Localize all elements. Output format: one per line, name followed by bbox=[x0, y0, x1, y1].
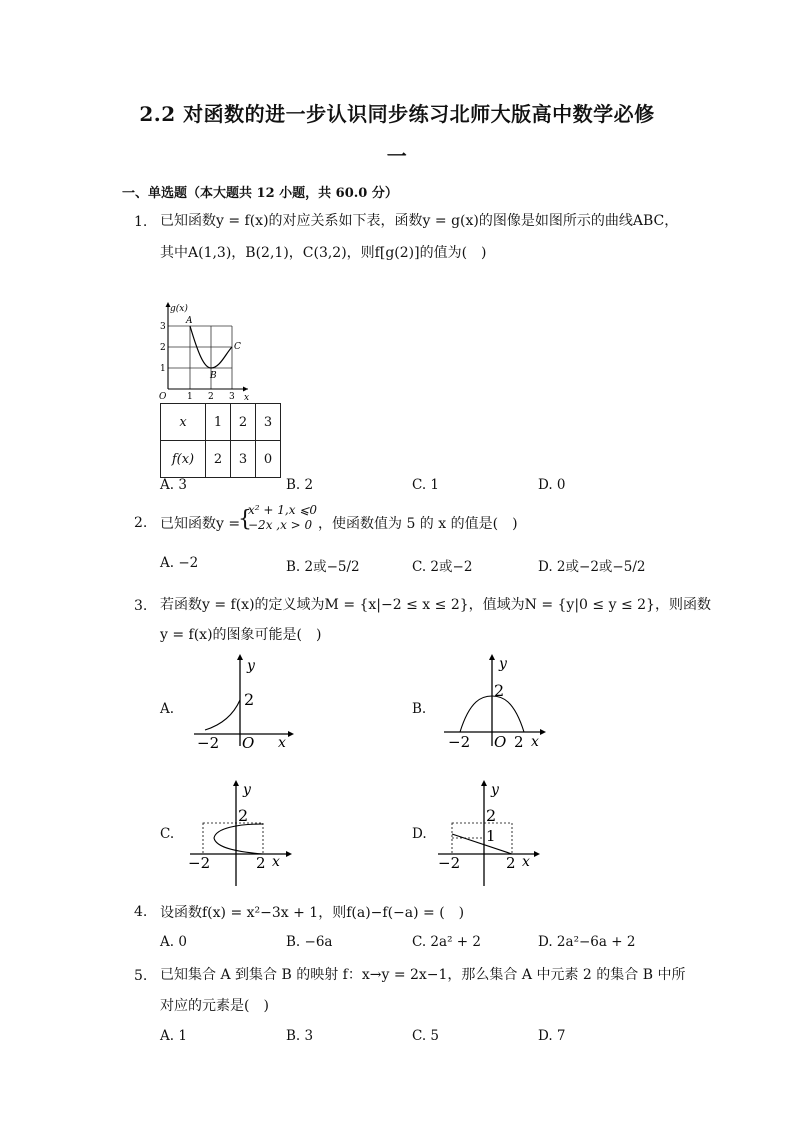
q1-graph-ylabel: g(x) bbox=[170, 304, 188, 314]
q3d-y-label: y bbox=[491, 782, 499, 798]
q3-line1: 若函数y = f(x)的定义域为M = {x|−2 ≤ x ≤ 2}，值域为N = {y|0 ≤ y ≤ 2}，则函数 bbox=[160, 597, 711, 613]
q3a-x-label: x bbox=[278, 735, 286, 750]
q1-table-cell: 2 bbox=[231, 404, 256, 441]
q1-graph-ytick-2: 2 bbox=[160, 343, 166, 353]
q4-option-a[interactable]: A. 0 bbox=[160, 934, 187, 950]
q1-line2: 其中A(1,3)，B(2,1)，C(3,2)，则f[g(2)]的值为( ) bbox=[160, 245, 487, 261]
q3-graph-a[interactable] bbox=[188, 650, 298, 750]
q2-prefix: 已知函数y = bbox=[160, 516, 241, 532]
q2-suffix: ，使函数值为 5 的 x 的值是( ) bbox=[318, 516, 518, 532]
q3-graph-d[interactable] bbox=[436, 776, 546, 888]
q4-option-c[interactable]: C. 2a² + 2 bbox=[412, 934, 481, 950]
q1-graph-origin: O bbox=[159, 392, 167, 402]
page-title-line1: 2.2 对函数的进一步认识同步练习北师大版高中数学必修 bbox=[139, 102, 655, 126]
q4-option-b[interactable]: B. −6a bbox=[286, 934, 333, 950]
q1-table-row-fx bbox=[161, 441, 281, 478]
q1-graph-ytick-1: 1 bbox=[160, 364, 166, 374]
q3-label-c[interactable]: C. bbox=[160, 826, 175, 842]
q1-graph-point-a: A bbox=[186, 316, 193, 326]
q1-table-cell: 3 bbox=[256, 404, 281, 441]
q2-option-c[interactable]: C. 2或−2 bbox=[412, 559, 473, 575]
q3-graph-c[interactable] bbox=[186, 776, 296, 888]
q3a-y-label: y bbox=[247, 658, 255, 674]
q1-table-cell: 2 bbox=[206, 441, 231, 478]
q1-option-c[interactable]: C. 1 bbox=[412, 477, 440, 493]
q3a-tick-neg2: −2 bbox=[197, 734, 220, 750]
q3b-origin: O bbox=[494, 733, 507, 750]
q5-option-a[interactable]: A. 1 bbox=[160, 1028, 187, 1044]
q5-option-b[interactable]: B. 3 bbox=[286, 1028, 314, 1044]
q3-number: 3. bbox=[134, 598, 148, 614]
q5-option-d[interactable]: D. 7 bbox=[538, 1028, 566, 1044]
q3-graph-b[interactable] bbox=[440, 650, 550, 750]
q3-line2: y = f(x)的图象可能是( ) bbox=[160, 627, 322, 643]
q3b-tick-neg2: −2 bbox=[448, 733, 471, 750]
q1-graph-point-c: C bbox=[234, 342, 241, 352]
q1-graph-xtick-1: 1 bbox=[187, 392, 193, 402]
q1-table-cell: f(x) bbox=[161, 441, 206, 478]
q4-number: 4. bbox=[134, 904, 148, 920]
q1-table-cell: x bbox=[161, 404, 206, 441]
q4-option-d[interactable]: D. 2a²−6a + 2 bbox=[538, 934, 636, 950]
q3a-origin: O bbox=[242, 734, 255, 750]
q1-graph-xtick-3: 3 bbox=[229, 392, 235, 402]
q1-option-b[interactable]: B. 2 bbox=[286, 477, 314, 493]
q3b-y-label: y bbox=[499, 656, 507, 672]
q2-case1: x² + 1,x ⩽0 bbox=[248, 503, 317, 517]
q3c-x-label: x bbox=[272, 854, 280, 870]
q3c-tick-2x: 2 bbox=[256, 854, 266, 872]
q5-option-c[interactable]: C. 5 bbox=[412, 1028, 440, 1044]
q5-number: 5. bbox=[134, 968, 148, 984]
q3b-tick-2: 2 bbox=[494, 681, 505, 700]
q2-case2: −2x ,x > 0 bbox=[248, 518, 313, 532]
q3a-tick-2: 2 bbox=[244, 690, 255, 709]
q2-number: 2. bbox=[134, 515, 148, 531]
q3c-tick-2: 2 bbox=[238, 806, 249, 825]
q3-label-b[interactable]: B. bbox=[412, 701, 427, 717]
q1-table-cell: 1 bbox=[206, 404, 231, 441]
q3d-tick-neg2: −2 bbox=[438, 854, 461, 872]
section-header: 一、单选题（本大题共 12 小题，共 60.0 分） bbox=[122, 186, 398, 201]
q1-table-cell: 0 bbox=[256, 441, 281, 478]
q1-option-a[interactable]: A. 3 bbox=[160, 477, 187, 493]
q2-brace: { bbox=[238, 507, 252, 532]
q5-line1: 已知集合 A 到集合 B 的映射 f：x→y = 2x−1，那么集合 A 中元素 2 的集合 B 中所 bbox=[160, 967, 686, 983]
q1-table bbox=[160, 403, 281, 478]
q1-graph-xtick-2: 2 bbox=[208, 392, 214, 402]
q4-text: 设函数f(x) = x²−3x + 1，则f(a)−f(−a) = ( ) bbox=[160, 905, 465, 921]
q3c-tick-neg2: −2 bbox=[188, 854, 211, 872]
q1-graph-point-b: B bbox=[210, 371, 217, 381]
q3b-tick-2x: 2 bbox=[514, 733, 524, 750]
q1-table-cell: 3 bbox=[231, 441, 256, 478]
q3-label-a[interactable]: A. bbox=[160, 701, 175, 717]
q2-option-a[interactable]: A. −2 bbox=[160, 555, 199, 571]
q1-graph-ytick-3: 3 bbox=[160, 322, 166, 332]
q3d-tick-2x: 2 bbox=[506, 854, 516, 872]
q3d-tick-1: 1 bbox=[486, 827, 496, 845]
q1-option-d[interactable]: D. 0 bbox=[538, 477, 566, 493]
q1-table-row-x bbox=[161, 404, 281, 441]
q1-graph bbox=[158, 298, 258, 402]
q2-option-d[interactable]: D. 2或−2或−5/2 bbox=[538, 559, 646, 575]
q1-graph-xlabel: x bbox=[244, 393, 250, 402]
q3c-y-label: y bbox=[243, 782, 251, 798]
q1-number: 1. bbox=[134, 214, 148, 230]
q3d-x-label: x bbox=[522, 854, 530, 870]
page-title-line2: 一 bbox=[386, 144, 408, 168]
q2-option-b[interactable]: B. 2或−5/2 bbox=[286, 559, 360, 575]
q3d-tick-2: 2 bbox=[486, 806, 497, 825]
q1-line1: 已知函数y = f(x)的对应关系如下表，函数y = g(x)的图像是如图所示的曲线ABC， bbox=[160, 213, 679, 229]
q3b-x-label: x bbox=[531, 734, 539, 750]
q3-label-d[interactable]: D. bbox=[412, 826, 427, 842]
q5-line2: 对应的元素是( ) bbox=[160, 998, 269, 1014]
